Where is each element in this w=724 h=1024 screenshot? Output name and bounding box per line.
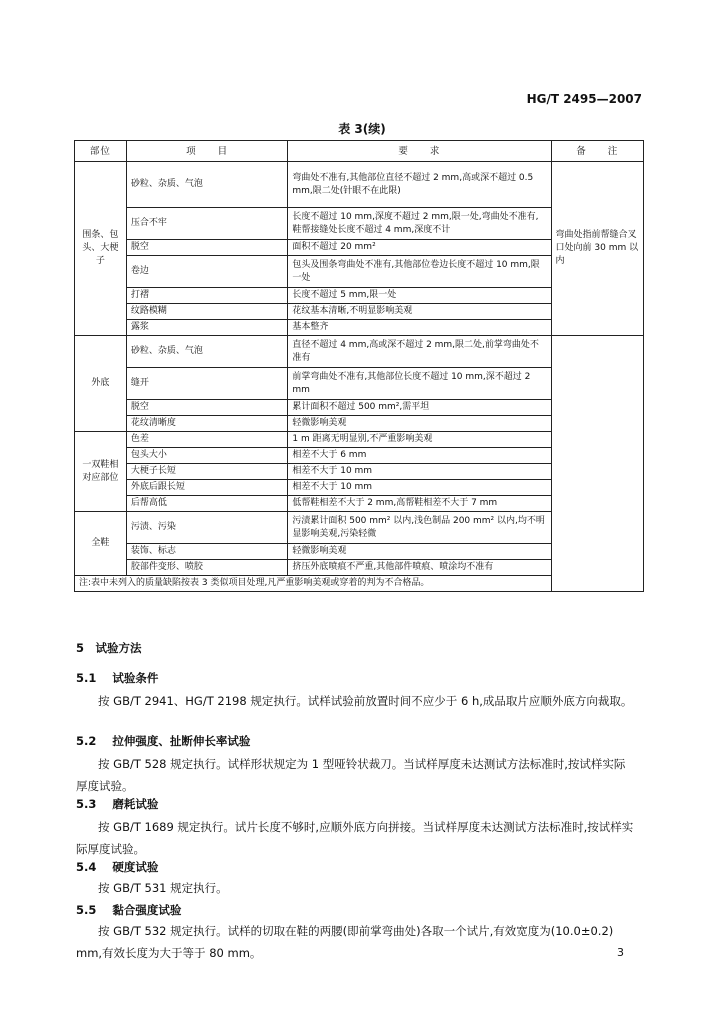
- subsection-heading: [76, 902, 197, 918]
- requirement-cell: 包头及围条弯曲处不准有,其他部位卷边长度不超过 10 mm,限一处: [288, 256, 551, 288]
- requirement-cell: 直径不超过 4 mm,高或深不超过 2 mm,限二处,前掌弯曲处不准有: [288, 336, 551, 368]
- subsection-text: 按 GB/T 532 规定执行。试样的切取在鞋的两腰(即前掌弯曲处)各取一个试片,有效宽度为(10.0±0.2) mm,有效长度为大于等于 80 mm。: [76, 924, 614, 960]
- requirement-cell: 累计面积不超过 500 mm²,需平坦: [288, 400, 551, 416]
- item-cell: 纹路模糊: [126, 304, 288, 320]
- table-caption: 表 3(续): [338, 122, 386, 136]
- subsection-heading: [76, 670, 174, 686]
- requirement-cell: 轻微影响美观: [288, 544, 551, 560]
- item-cell: 露浆: [126, 320, 288, 336]
- subsection-number: 5.3: [76, 797, 97, 811]
- subsection-number: 5.1: [76, 671, 97, 685]
- table-note: 注:表中未列入的质量缺陷按表 3 类似项目处理,凡严重影响美观或穿着的判为不合格品。: [75, 576, 644, 592]
- requirement-cell: 低帮鞋相差不大于 2 mm,高帮鞋相差不大于 7 mm: [288, 496, 551, 512]
- item-cell: 砂粒、杂质、气泡: [126, 162, 288, 208]
- item-cell: 后帮高低: [126, 496, 288, 512]
- subsection-heading: [76, 796, 174, 812]
- subsection-title: 拉伸强度、扯断伸长率试验: [112, 734, 251, 748]
- item-cell: 污渍、污染: [126, 512, 288, 544]
- item-cell: 花纹清晰度: [126, 416, 288, 432]
- requirement-cell: 相差不大于 6 mm: [288, 448, 551, 464]
- item-cell: 缝开: [126, 368, 288, 400]
- requirement-cell: 前掌弯曲处不准有,其他部位长度不超过 10 mm,深不超过 2 mm: [288, 368, 551, 400]
- subsection-heading: [76, 733, 266, 749]
- subsection-number: 5.2: [76, 734, 97, 748]
- requirement-cell: 相差不大于 10 mm: [288, 480, 551, 496]
- subsection-title: 试验条件: [112, 671, 159, 685]
- subsection-title: 磨耗试验: [112, 797, 159, 811]
- table-row: [75, 336, 644, 368]
- subsection-text: 按 GB/T 531 规定执行。: [98, 881, 228, 895]
- table-row: [75, 162, 644, 208]
- requirement-cell: 长度不超过 10 mm,深度不超过 2 mm,限一处,弯曲处不准有,鞋帮接缝处长度不超过 4 mm,深度不计: [288, 208, 551, 240]
- item-cell: 脱空: [126, 240, 288, 256]
- page-number: 3: [617, 946, 624, 959]
- subsection-text: 按 GB/T 2941、HG/T 2198 规定执行。试样试验前放置时间不应少于 6 h,成品取片应顺外底方向裁取。: [98, 694, 633, 708]
- requirement-cell: 弯曲处不准有,其他部位直径不超过 2 mm,高或深不超过 0.5 mm,限二处(针眼不在此限): [288, 162, 551, 208]
- subsection-text: 按 GB/T 1689 规定执行。试片长度不够时,应顺外底方向拼接。当试样厚度未达测试方法标准时,按试样实际厚度试验。: [76, 820, 634, 856]
- remark-cell: 弯曲处指前帮缝合叉口处向前 30 mm 以内: [551, 162, 643, 336]
- requirement-cell: 相差不大于 10 mm: [288, 464, 551, 480]
- table-header-row: [75, 141, 644, 162]
- item-cell: 装饰、标志: [126, 544, 288, 560]
- item-cell: 色差: [126, 432, 288, 448]
- item-cell: 压合不牢: [126, 208, 288, 240]
- table-note-row: [75, 576, 644, 592]
- requirement-cell: 污渍累计面积 500 mm² 以内,浅色制品 200 mm² 以内,均不明显影响美观,污染轻微: [288, 512, 551, 544]
- standard-number: HG/T 2495—2007: [526, 92, 642, 106]
- requirement-cell: 长度不超过 5 mm,限一处: [288, 288, 551, 304]
- subsection-title: 硬度试验: [112, 860, 159, 874]
- subsection-heading: [76, 859, 174, 875]
- item-cell: 脱空: [126, 400, 288, 416]
- item-cell: 砂粒、杂质、气泡: [126, 336, 288, 368]
- requirement-cell: 面积不超过 20 mm²: [288, 240, 551, 256]
- item-cell: 卷边: [126, 256, 288, 288]
- defect-requirements-table: [74, 140, 644, 592]
- item-cell: 外底后跟长短: [126, 480, 288, 496]
- part-cell: 外底: [75, 336, 127, 432]
- remark-empty-cell: [551, 336, 643, 592]
- header-requirement: 要 求: [288, 141, 551, 162]
- requirement-cell: 轻微影响美观: [288, 416, 551, 432]
- header-part: 部位: [75, 141, 127, 162]
- part-cell: 围条、包头、大梗子: [75, 162, 127, 336]
- requirement-cell: 基本整齐: [288, 320, 551, 336]
- subsection-number: 5.4: [76, 860, 97, 874]
- item-cell: 包头大小: [126, 448, 288, 464]
- requirement-cell: 挤压外底喷痕不严重,其他部件喷痕、喷涂均不准有: [288, 560, 551, 576]
- subsection-text: 按 GB/T 528 规定执行。试样形状规定为 1 型哑铃状裁刀。当试样厚度未达测试方法标准时,按试样实际厚度试验。: [76, 757, 626, 793]
- part-cell: 全鞋: [75, 512, 127, 576]
- section-title: 5 试验方法: [76, 641, 142, 655]
- subsection-number: 5.5: [76, 903, 97, 917]
- requirement-cell: 1 m 距离无明显别,不严重影响美观: [288, 432, 551, 448]
- part-cell: 一双鞋相对应部位: [75, 432, 127, 512]
- header-item: 项 目: [126, 141, 288, 162]
- subsection-title: 黏合强度试验: [112, 903, 182, 917]
- item-cell: 胶部件变形、喷胶: [126, 560, 288, 576]
- item-cell: 大梗子长短: [126, 464, 288, 480]
- requirement-cell: 花纹基本清晰,不明显影响美观: [288, 304, 551, 320]
- item-cell: 打褶: [126, 288, 288, 304]
- header-remark: 备 注: [551, 141, 643, 162]
